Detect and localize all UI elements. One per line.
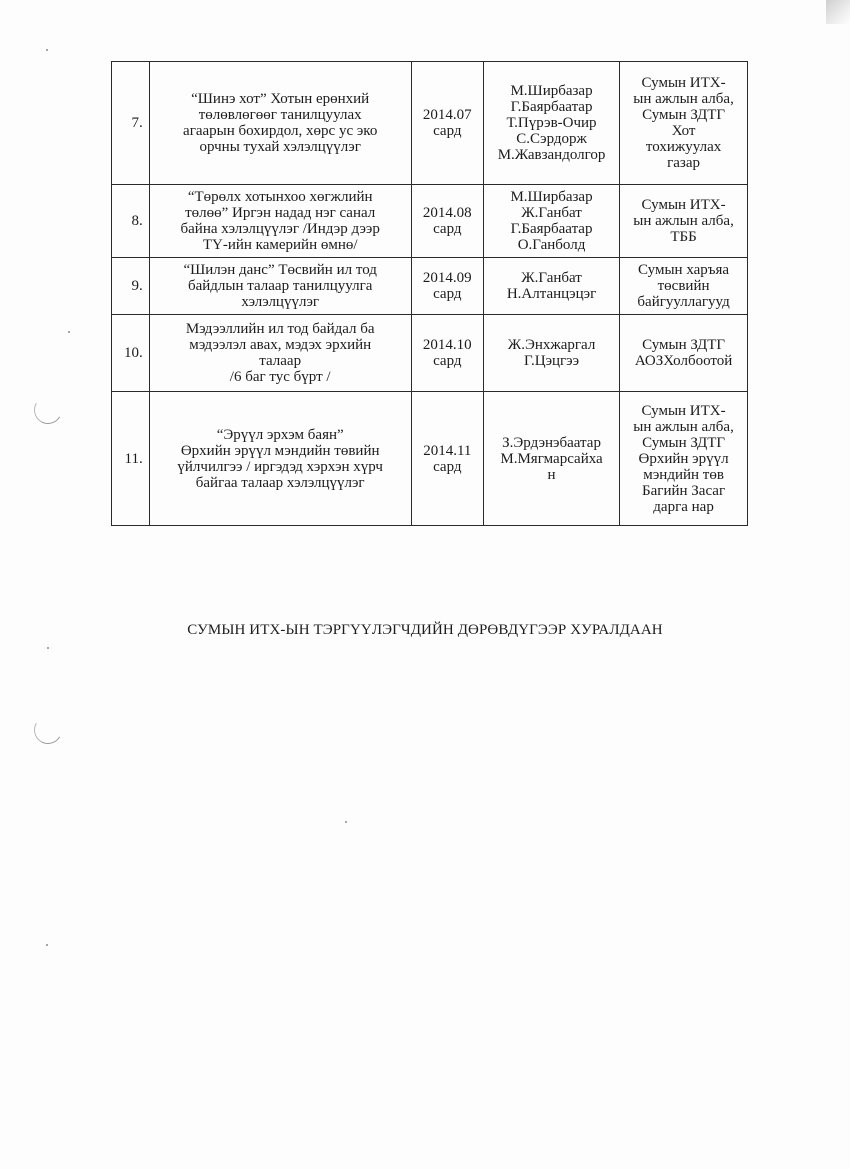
- topic-line: байгаа талаар хэлэлцүүлэг: [195, 474, 365, 491]
- section-heading: СУМЫН ИТХ-ЫН ТЭРГҮҮЛЭГЧДИЙН ДӨРӨВДҮГЭЭР ХУРАЛДААН: [187, 622, 663, 638]
- org-line: Багийн Засаг: [642, 482, 726, 499]
- date-line: сард: [433, 286, 462, 302]
- topic-line: байна хэлэлцүүлэг /Индэр дээр: [180, 221, 380, 237]
- scan-edge-shadow: [826, 0, 850, 24]
- org-line: газар: [667, 155, 701, 171]
- org-line: Сумын ЗДТГ: [642, 107, 726, 123]
- responsible-people-cell: [483, 62, 619, 185]
- table-body: [112, 62, 748, 526]
- person-name: М.Жавзандолгор: [497, 147, 606, 163]
- date-line: сард: [433, 221, 462, 237]
- org-line: ТББ: [670, 229, 697, 245]
- topic-line: /6 баг тус бүрт /: [229, 369, 331, 385]
- row-number-cell: 7.: [112, 62, 150, 185]
- date-line: 2014.08: [422, 205, 472, 221]
- scan-speck: [46, 49, 48, 51]
- person-name: Г.Цэцгээ: [524, 353, 580, 369]
- org-line: байгууллагууд: [637, 294, 730, 310]
- topic-line: “Шилэн данс” Төсвийн ил тод: [183, 262, 377, 278]
- org-line: ын ажлын алба,: [633, 91, 734, 107]
- org-line: Сумын ЗДТГ: [642, 434, 726, 451]
- person-name: н: [547, 466, 556, 483]
- topic-line: Өрхийн эрүүл мэндийн төвийн: [180, 442, 380, 459]
- topic-line: төлөө” Иргэн надад нэг санал: [185, 205, 376, 221]
- org-line: Сумын ИТХ-: [641, 75, 726, 91]
- person-name: Г.Баярбаатар: [510, 99, 593, 115]
- table-row: [112, 315, 748, 392]
- date-line: 2014.09: [422, 270, 472, 286]
- topic-line: орчны тухай хэлэлцүүлэг: [199, 139, 361, 155]
- date-line: 2014.11: [423, 442, 472, 459]
- row-number-cell: 8.: [112, 185, 150, 258]
- date-cell: [411, 185, 483, 258]
- org-line: ын ажлын алба,: [633, 418, 734, 435]
- organization-cell: [620, 258, 748, 315]
- topic-line: ТҮ-ийн камерийн өмнө/: [202, 237, 358, 253]
- date-line: сард: [433, 353, 462, 369]
- responsible-people-cell: [483, 185, 619, 258]
- punch-hole-mark: [31, 713, 65, 747]
- person-name: М.Ширбазар: [510, 189, 593, 205]
- person-name: Ж.Ганбат: [521, 205, 582, 221]
- topic-cell: [149, 315, 411, 392]
- date-cell: [411, 62, 483, 185]
- responsible-people-cell: [483, 392, 619, 526]
- org-line: тохижуулах: [645, 139, 722, 155]
- event-schedule-table: [111, 61, 748, 526]
- topic-cell: [149, 185, 411, 258]
- topic-line: “Эрүүл эрхэм баян”: [216, 426, 344, 443]
- topic-line: хэлэлцүүлэг: [241, 294, 320, 310]
- table-row: [112, 392, 748, 526]
- topic-line: үйлчилгээ / иргэдэд хэрхэн хүрч: [177, 458, 383, 475]
- date-line: 2014.07: [422, 107, 472, 123]
- date-cell: [411, 392, 483, 526]
- row-number-cell: 11.: [112, 392, 150, 526]
- org-line: Хот: [671, 123, 696, 139]
- scan-speck: [345, 821, 347, 823]
- topic-line: байдлын талаар танилцуулга: [187, 278, 373, 294]
- person-name: Ж.Энхжаргал: [507, 337, 596, 353]
- date-line: 2014.10: [422, 337, 472, 353]
- topic-cell: [149, 392, 411, 526]
- topic-line: агаарын бохирдол, хөрс ус эко: [183, 123, 378, 139]
- organization-cell: [620, 392, 748, 526]
- person-name: З.Эрдэнэбаатар: [502, 434, 601, 451]
- table-row: [112, 258, 748, 315]
- scan-speck: [47, 647, 49, 649]
- organization-cell: [620, 315, 748, 392]
- scan-speck: [46, 944, 48, 946]
- topic-cell: [149, 258, 411, 315]
- org-line: дарга нар: [653, 498, 714, 515]
- date-line: сард: [433, 458, 462, 475]
- org-line: АОЗХолбоотой: [634, 353, 733, 369]
- org-line: Сумын ЗДТГ: [642, 337, 726, 353]
- org-line: Сумын ИТХ-: [641, 402, 726, 419]
- punch-hole-mark: [31, 393, 65, 427]
- table-row: [112, 185, 748, 258]
- table-row: [112, 62, 748, 185]
- date-cell: [411, 258, 483, 315]
- responsible-people-cell: [483, 315, 619, 392]
- person-name: О.Ганболд: [517, 237, 586, 253]
- scan-speck: [68, 331, 70, 333]
- row-number-cell: 9.: [112, 258, 150, 315]
- topic-line: төлөвлөгөөг танилцуулах: [198, 107, 362, 123]
- org-line: ын ажлын алба,: [633, 213, 734, 229]
- person-name: Г.Баярбаатар: [510, 221, 593, 237]
- person-name: М.Ширбазар: [510, 83, 593, 99]
- person-name: М.Мягмарсайха: [500, 450, 603, 467]
- org-line: Сумын харъяа: [638, 262, 730, 278]
- org-line: Өрхийн эрүүл: [638, 450, 729, 467]
- organization-cell: [620, 62, 748, 185]
- person-name: Н.Алтанцэцэг: [506, 286, 597, 302]
- date-line: сард: [433, 123, 462, 139]
- person-name: Т.Пүрэв-Очир: [506, 115, 597, 131]
- org-line: мэндийн төв: [643, 466, 724, 483]
- topic-line: мэдээлэл авах, мэдэх эрхийн: [189, 337, 372, 353]
- topic-line: Мэдээллийн ил тод байдал ба: [185, 321, 375, 337]
- topic-cell: [149, 62, 411, 185]
- topic-line: “Шинэ хот” Хотын ерөнхий: [191, 91, 370, 107]
- topic-line: “Төрөлх хотынхоо хөгжлийн: [187, 189, 373, 205]
- row-number-cell: 10.: [112, 315, 150, 392]
- topic-line: талаар: [259, 353, 302, 369]
- org-line: төсвийн: [657, 278, 710, 294]
- responsible-people-cell: [483, 258, 619, 315]
- organization-cell: [620, 185, 748, 258]
- org-line: Сумын ИТХ-: [641, 197, 726, 213]
- person-name: С.Сэрдорж: [516, 131, 587, 147]
- person-name: Ж.Ганбат: [521, 270, 582, 286]
- date-cell: [411, 315, 483, 392]
